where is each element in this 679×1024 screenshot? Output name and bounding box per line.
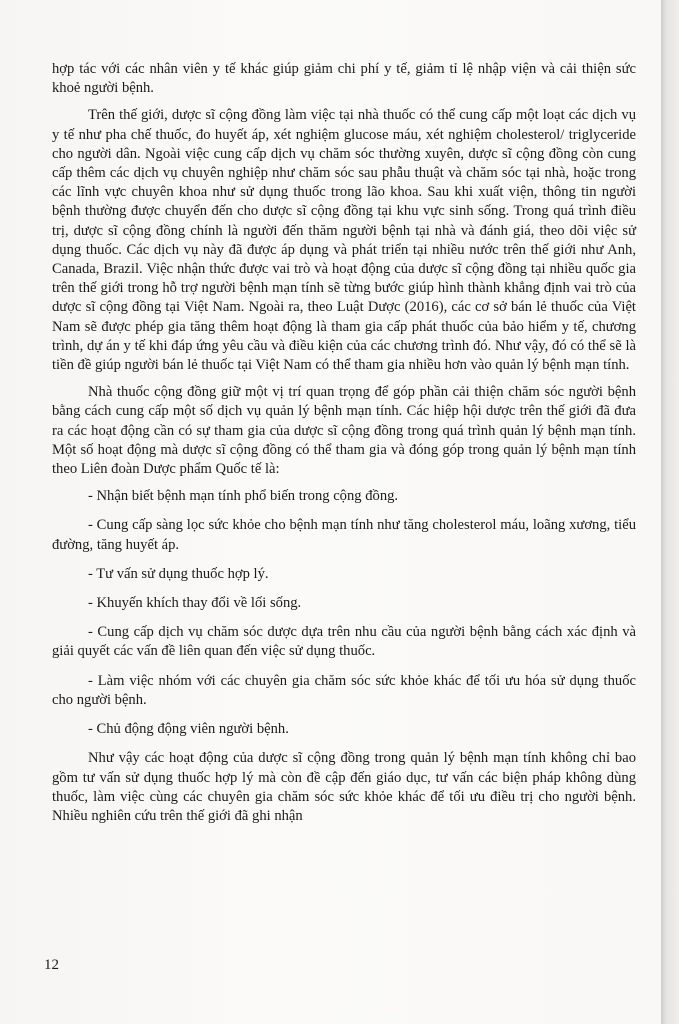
paragraph-community-pharmacists-world: Trên thế giới, dược sĩ cộng đồng làm việc tại nhà thuốc có thể cung cấp một loạt các dịch vụ y tế như pha chế thuốc, đo huyết áp, xét nghiệm glucose máu, xét nghiệm cholesterol/ triglyceride cho người dân. Ngoài việc cung cấp dịch vụ chăm sóc thường xuyên, dược sĩ cộng đồng còn cung cấp thêm các dịch vụ chuyên nghiệp như chăm sóc sau phẫu thuật và chăm sóc tại nhà, hoặc trong các lĩnh vực chuyên khoa như sử dụng thuốc trong lão khoa. Sau khi xuất viện, thông tin người bệnh thường được chuyển đến cho dược sĩ cộng đồng tại khu vực sinh sống. Trong quá trình điều trị, dược sĩ cộng đồng chính là người đến thăm người bệnh tại nhà và đánh giá, theo dõi việc sử dụng thuốc. Các dịch vụ này đã được áp dụng và phát triển tại nhiều nước trên thế giới như Anh, Canada, Brazil. Việc nhận thức được vai trò và hoạt động của dược sĩ cộng đồng tại nhiều quốc gia trên thế giới trong hỗ trợ người bệnh mạn tính sẽ từng bước giúp hình thành khẳng định vai trò của dược sĩ cộng đồng tại Việt Nam. Ngoài ra, theo Luật Dược (2016), các cơ sở bán lẻ thuốc của Việt Nam sẽ được phép gia tăng thêm hoạt động là tham gia cấp phát thuốc của bảo hiểm y tế, chương trình, dự án y tế khi đáp ứng yêu cầu và điều kiện của các chương trình đó. Như vậy, đó có thể sẽ là tiền đề giúp người bán lẻ thuốc tại Việt Nam có thể tham gia nhiều hơn vào quản lý bệnh mạn tính. bbox=[52, 107, 636, 374]
paragraph-pharmacy-role: Nhà thuốc cộng đồng giữ một vị trí quan trọng để góp phần cải thiện chăm sóc người bệnh bằng cách cung cấp một số dịch vụ quản lý bệnh mạn tính. Các hiệp hội dược trên thế giới đã đưa ra các hoạt động cần có sự tham gia của dược sĩ cộng đồng trong quá trình quản lý bệnh mạn tính. Một số hoạt động mà dược sĩ cộng đồng có thể tham gia và đóng góp trong quản lý bệnh mạn tính theo Liên đoàn Dược phẩm Quốc tế là: bbox=[52, 384, 636, 478]
bullet-item: - Chủ động động viên người bệnh. bbox=[88, 721, 289, 738]
page-number: 12 bbox=[44, 957, 59, 973]
paragraph-continued: hợp tác với các nhân viên y tế khác giúp giảm chi phí y tế, giảm tỉ lệ nhập viện và cải thiện sức khoẻ người bệnh. bbox=[52, 61, 636, 97]
bullet-item: - Tư vấn sử dụng thuốc hợp lý. bbox=[88, 565, 269, 582]
bullet-item: - Cung cấp dịch vụ chăm sóc dược dựa trên nhu cầu của người bệnh bằng cách xác định và giải quyết các vấn đề liên quan đến việc sử dụng thuốc. bbox=[52, 624, 636, 660]
bullet-item: - Nhận biết bệnh mạn tính phổ biến trong cộng đồng. bbox=[88, 488, 399, 505]
paragraph-summary: Như vậy các hoạt động của dược sĩ cộng đồng trong quản lý bệnh mạn tính không chỉ bao gồm tư vấn sử dụng thuốc hợp lý mà còn đề cập đến giáo dục, tư vấn các biện pháp không dùng thuốc, làm việc cùng các chuyên gia chăm sóc sức khỏe khác để tối ưu điều trị cho người bệnh. Nhiều nghiên cứu trên thế giới đã ghi nhận bbox=[52, 750, 636, 824]
bullet-item: - Cung cấp sàng lọc sức khỏe cho bệnh mạn tính như tăng cholesterol máu, loãng xương, tiểu đường, tăng huyết áp. bbox=[52, 517, 636, 553]
page-body bbox=[52, 60, 636, 834]
bullet-item: - Khuyến khích thay đổi về lối sống. bbox=[88, 595, 302, 612]
page-edge-shadow bbox=[661, 0, 679, 1024]
bullet-item: - Làm việc nhóm với các chuyên gia chăm sóc sức khỏe khác để tối ưu hóa sử dụng thuốc cho người bệnh. bbox=[52, 672, 636, 708]
